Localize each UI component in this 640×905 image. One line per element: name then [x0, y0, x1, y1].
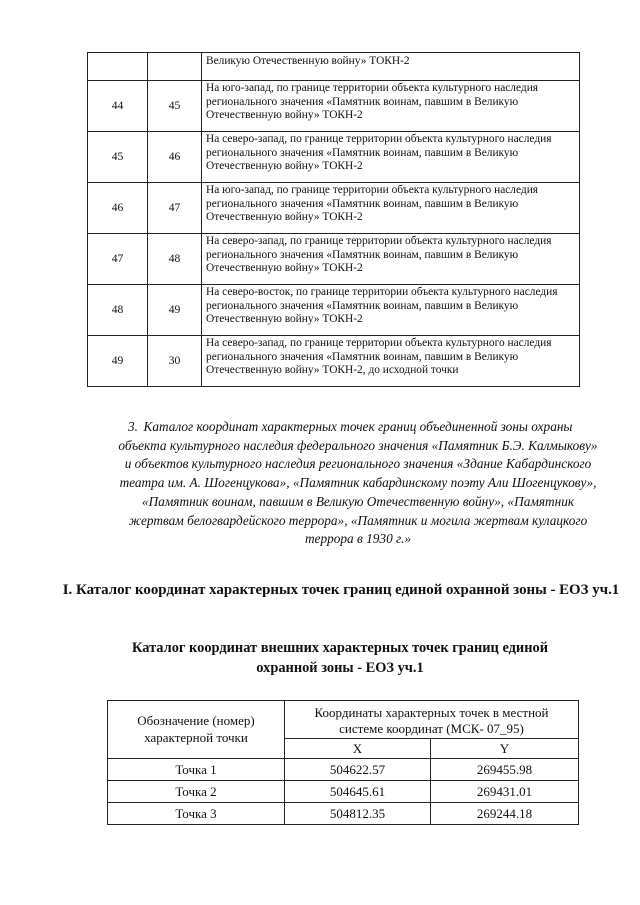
x-column-header: X [285, 739, 431, 759]
x-value-cell: 504812.35 [285, 803, 431, 825]
table-row [88, 336, 580, 387]
table-row [88, 234, 580, 285]
point-to-cell: 48 [148, 234, 202, 285]
point-from-cell: 45 [88, 132, 148, 183]
section-number: 3. [128, 419, 138, 434]
table-row [88, 132, 580, 183]
y-value-cell: 269431.01 [431, 781, 579, 803]
table-header-row [108, 701, 579, 739]
table-row [88, 53, 580, 81]
table-row [108, 759, 579, 781]
point-from-cell: 44 [88, 81, 148, 132]
table-row [88, 81, 580, 132]
point-to-cell: 46 [148, 132, 202, 183]
route-description-cell: На северо-восток, по границе территории объекта культурного наследия регионального значения «Памятник воинам, павшим в Великую Отечественную войну» ТОКН-2 [202, 285, 580, 336]
point-from-cell: 49 [88, 336, 148, 387]
point-name-cell: Точка 2 [108, 781, 285, 803]
y-value-cell: 269455.98 [431, 759, 579, 781]
route-table [87, 52, 580, 387]
x-value-cell: 504622.57 [285, 759, 431, 781]
table-row [108, 781, 579, 803]
route-description-cell: На северо-запад, по границе территории объекта культурного наследия регионального значения «Памятник воинам, павшим в Великую Отечественную войну» ТОКН-2 [202, 132, 580, 183]
point-from-cell: 47 [88, 234, 148, 285]
section-3-heading [118, 418, 598, 549]
point-from-cell: 46 [88, 183, 148, 234]
point-name-cell: Точка 1 [108, 759, 285, 781]
y-column-header: Y [431, 739, 579, 759]
point-to-cell: 45 [148, 81, 202, 132]
table-row [88, 285, 580, 336]
y-value-cell: 269244.18 [431, 803, 579, 825]
point-to-cell: 49 [148, 285, 202, 336]
table-row [88, 183, 580, 234]
point-to-cell [148, 53, 202, 81]
route-description-cell: На северо-запад, по границе территории объекта культурного наследия регионального значения «Памятник воинам, павшим в Великую Отечественную войну» ТОКН-2 [202, 234, 580, 285]
x-value-cell: 504645.61 [285, 781, 431, 803]
point-to-cell: 30 [148, 336, 202, 387]
route-description-cell: На северо-запад, по границе территории объекта культурного наследия регионального значения «Памятник воинам, павшим в Великую Отечественную войну» ТОКН-2, до исходной точки [202, 336, 580, 387]
route-description-cell: На юго-запад, по границе территории объекта культурного наследия регионального значения «Памятник воинам, павшим в Великую Отечественную войну» ТОКН-2 [202, 81, 580, 132]
point-to-cell: 47 [148, 183, 202, 234]
coordinates-column-header: Координаты характерных точек в местной системе координат (МСК- 07_95) [285, 701, 579, 739]
point-name-cell: Точка 3 [108, 803, 285, 825]
point-from-cell [88, 53, 148, 81]
section-3-text: Каталог координат характерных точек границ объединенной зоны охраны объекта культурного наследия федерального значения «Памятник Б.Э. Калмыкову» и объектов культурного наследия регионального значения «Здание Кабардинского театра им. А. Шогенцукова», «Памятник кабардинскому поэту Али Шогенцукову», «Памятник воинам, павшим в Великую Отечественную войну», «Памятник жертвам белогвардейского террора», «Памятник и могила жертвам кулацкого террора в 1930 г.» [118, 419, 598, 547]
table-row [108, 803, 579, 825]
catalog-title: I. Каталог координат характерных точек границ единой охранной зоны - ЕОЗ уч.1 [62, 582, 620, 598]
point-column-header: Обозначение (номер) характерной точки [108, 701, 285, 759]
coordinates-table [107, 700, 579, 825]
route-description-cell: Великую Отечественную войну» ТОКН-2 [202, 53, 580, 81]
route-description-cell: На юго-запад, по границе территории объекта культурного наследия регионального значения «Памятник воинам, павшим в Великую Отечественную войну» ТОКН-2 [202, 183, 580, 234]
catalog-subtitle: Каталог координат внешних характерных точек границ единой охранной зоны - ЕОЗ уч.1 [132, 640, 548, 676]
point-from-cell: 48 [88, 285, 148, 336]
